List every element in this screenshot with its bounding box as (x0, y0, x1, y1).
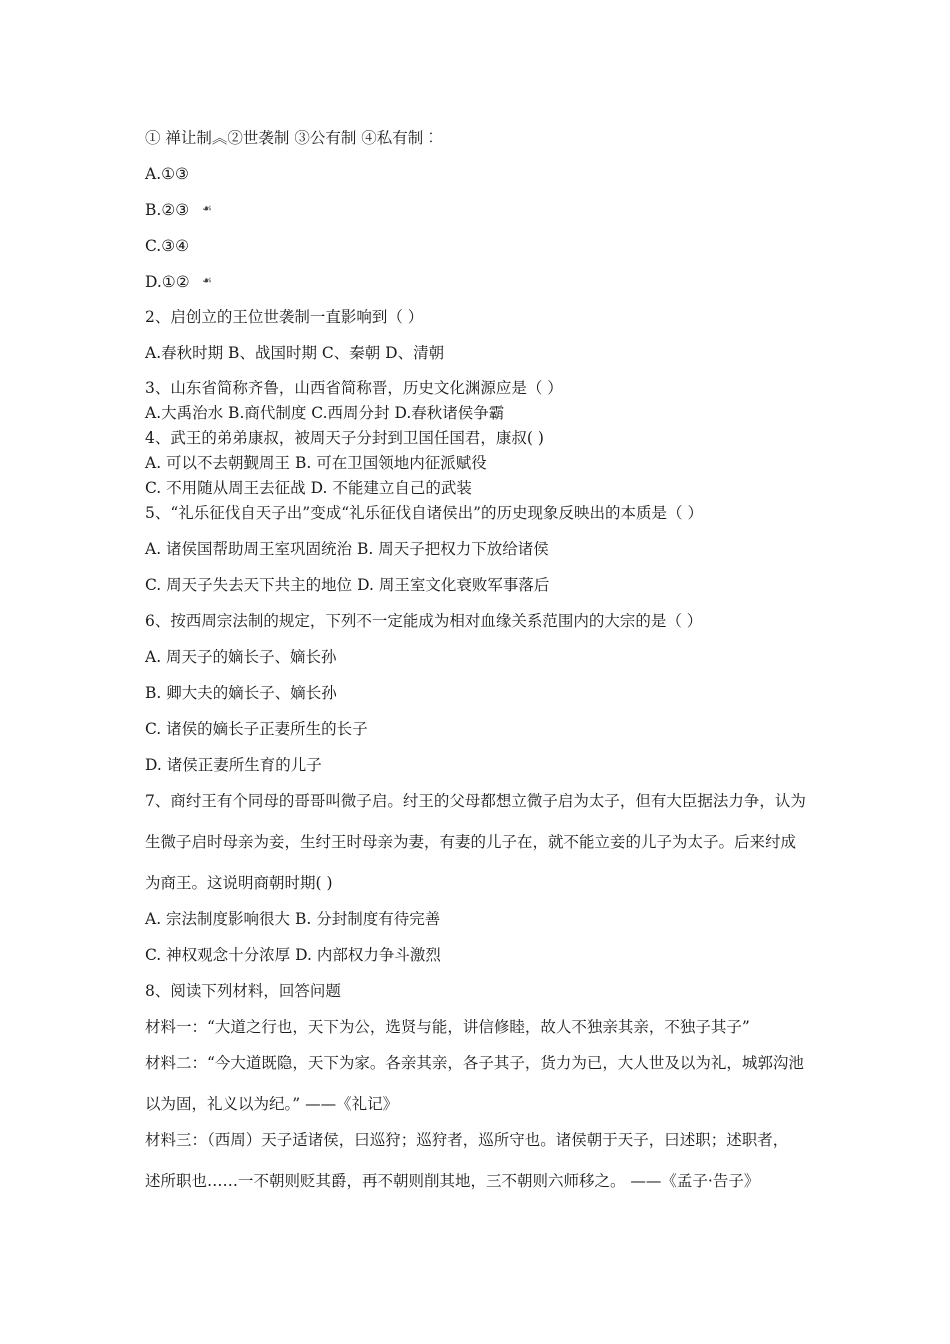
text-line: 2、启创立的王位世袭制一直影响到（ ） (145, 308, 424, 326)
text-line: 7、商纣王有个同母的哥哥叫微子启。纣王的父母都想立微子启为太子，但有大臣据法力争，认为 (145, 792, 806, 810)
text-line: C. 周天子失去天下共主的地位 D. 周王室文化衰败军事落后 (145, 576, 550, 594)
text-line: A. 周天子的嫡长子、嫡长孙 (145, 648, 337, 666)
text-line: 材料三：（西周）天子适诸侯，曰巡狩；巡狩者，巡所守也。诸侯朝于天子，曰述职；述职者， (145, 1131, 789, 1149)
text-line: 材料一：“大道之行也，天下为公，选贤与能，讲信修睦，故人不独亲其亲，不独子其子” (145, 1018, 750, 1036)
text-line: D. 诸侯正妻所生育的儿子 (145, 756, 322, 774)
text-line: 材料二：“今大道既隐，天下为家。各亲其亲，各子其子，货力为已，大人世及以为礼，城郭沟池 (145, 1054, 804, 1072)
text-line: 生微子启时母亲为妾，生纣王时母亲为妻，有妻的儿子在，就不能立妾的儿子为太子。后来纣成 (145, 833, 797, 851)
text-line: C. 诸侯的嫡长子正妻所生的长子 (145, 720, 368, 738)
text-line: 8、阅读下列材料，回答问题 (145, 982, 341, 1000)
text-line: A. 宗法制度影响很大 B. 分封制度有待完善 (145, 910, 441, 928)
text-line: C. 不用随从周王去征战 D. 不能建立自己的武装 (145, 479, 472, 497)
text-line: A.大禹治水 B.商代制度 C.西周分封 D.春秋诸侯争霸 (145, 404, 505, 422)
text-line: C. 神权观念十分浓厚 D. 内部权力争斗激烈 (145, 946, 441, 964)
text-line: B.②③ (145, 201, 190, 219)
squiggle-mark-icon: ☙ (202, 202, 212, 215)
text-line: B. 卿大夫的嫡长子、嫡长孙 (145, 684, 337, 702)
text-line: 4、武王的弟弟康叔，被周天子分封到卫国任国君，康叔( ) (145, 429, 544, 447)
text-line: 为商王。这说明商朝时期( ) (145, 874, 333, 892)
text-line: A.春秋时期 B、战国时期 C、秦朝 D、清朝 (145, 344, 445, 362)
text-line: 述所职也……一不朝则贬其爵，再不朝则削其地，三不朝则六师移之。 ——《孟子·告子》 (145, 1172, 760, 1190)
text-line: 以为固，礼义以为纪。” ——《礼记》 (145, 1095, 399, 1113)
text-line: A.①③ (145, 165, 189, 183)
text-line: D.①② (145, 273, 190, 291)
text-line: A. 诸侯国帮助周王室巩固统治 B. 周天子把权力下放给诸侯 (145, 540, 549, 558)
squiggle-mark-icon: ☙ (202, 274, 212, 287)
text-line: 3、山东省简称齐鲁，山西省简称晋，历史文化渊源应是（ ） (145, 379, 563, 397)
text-line: ① 禅让制︽②世袭制 ③公有制 ④私有制︰ (145, 129, 439, 147)
text-line: C.③④ (145, 237, 190, 255)
text-line: 5、“礼乐征伐自天子出”变成“礼乐征伐自诸侯出”的历史现象反映出的本质是（ ） (145, 504, 703, 522)
text-line: A. 可以不去朝觐周王 B. 可在卫国领地内征派赋役 (145, 454, 487, 472)
text-line: 6、按西周宗法制的规定，下列不一定能成为相对血缘关系范围内的大宗的是（ ） (145, 612, 703, 630)
